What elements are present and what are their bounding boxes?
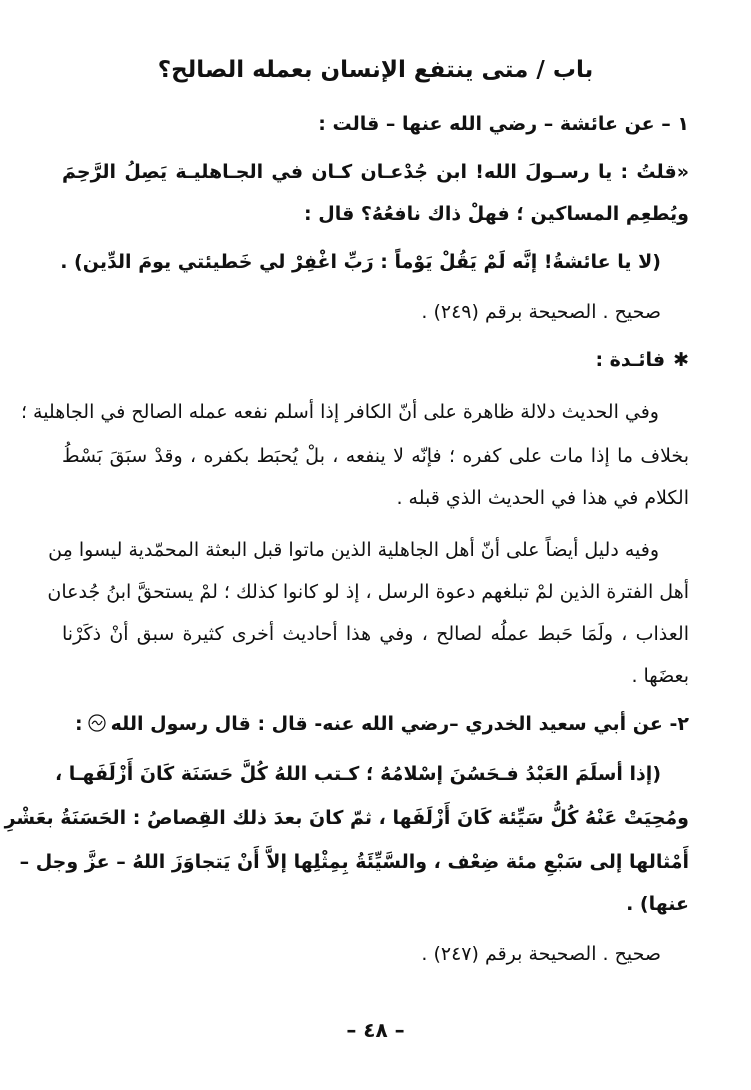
paragraph-2-line-4: بعضَها . [631, 665, 689, 687]
salawat-icon [87, 713, 107, 733]
hadith-2-line-3: أَمْثالها إلى سَبْعِ مئة ضِعْف ، والسَّيِّئَةُ بِمِثْلِها إلاَّ أَنْ يَتجاوَزَ اللهُ – عزَّ وجل – [19, 851, 689, 873]
hadith-1-line-3: (لا يا عائشةُ! إنَّه لَمْ يَقُلْ يَوْماً : رَبِّ اغْفِرْ لي خَطيئتي يومَ الدِّين) . [60, 251, 661, 273]
paragraph-1-line-2: بخلاف ما إذا مات على كفره ؛ فإنّه لا ينفعه ، بلْ يُحبَط بكفره ، وقدْ سبَقَ بَسْطُ [62, 445, 689, 467]
benefit-heading-row [62, 346, 689, 374]
hadith-2-line-1: (إذا أسلَمَ العَبْدُ فـحَسُنَ إسْلامُهُ ؛ كـتب اللهُ كُلَّ حَسَنَة كَانَ أَزْلَفَهـا ، [54, 763, 661, 785]
hadith-2-line-4: عنها) . [626, 893, 689, 915]
hadith-1-grade: صحيح . الصحيحة برقم (٢٤٩) . [421, 301, 661, 323]
page-number: – ٤٨ – [346, 1018, 405, 1042]
hadith-2-grade: صحيح . الصحيحة برقم (٢٤٧) . [421, 943, 661, 965]
hadith-2-heading-row [62, 710, 689, 738]
paragraph-2-line-3: العذاب ، ولَمَا حَبط عملُه لصالح ، وفي هذا أحاديث أخرى كثيرة سبق أنْ ذكَرْنا [62, 623, 689, 645]
hadith-1-heading: ١ – عن عائشة – رضي الله عنها – قالت : [318, 113, 689, 135]
paragraph-1-line-1: وفي الحديث دلالة ظاهرة على أنّ الكافر إذا أسلم نفعه عمله الصالح في الجاهلية ؛ [20, 401, 659, 423]
paragraph-1-line-3: الكلام في هذا في الحديث الذي قبله . [396, 487, 689, 509]
hadith-2-line-2: ومُحِيَتْ عَنْهُ كُلُّ سَيِّئة كَانَ أَزْلَفَها ، ثمّ كانَ بعدَ ذلك القِصاصُ : الحَسَنَةُ بعَشْرِ [4, 807, 689, 829]
chapter-title: باب / متى ينتفع الإنسان بعمله الصالح؟ [157, 57, 594, 83]
benefit-heading: فائـدة : [595, 349, 666, 371]
hadith-1-line-1: «قلتُ : يا رسـولَ الله! ابن جُدْعـان كـان في الجـاهليـة يَصِلُ الرَّحِمَ [62, 161, 689, 183]
paragraph-2-line-2: أهل الفترة الذين لمْ تبلغهم دعوة الرسل ، إذ لو كانوا كذلك ؛ لمْ يستحقَّ ابنُ جُدعان [47, 581, 689, 603]
hadith-2-heading-colon: : [75, 713, 83, 735]
paragraph-2-line-1: وفيه دليل أيضاً على أنّ أهل الجاهلية الذين ماتوا قبل البعثة المحمّدية ليسوا مِن [48, 539, 659, 561]
asterisk-icon: ✱ [673, 349, 689, 371]
hadith-2-heading: ٢- عن أبي سعيد الخدري –رضي الله عنه- قال : قال رسول الله [110, 713, 689, 735]
hadith-1-line-2: ويُطعِم المساكين ؛ فهلْ ذاك نافعُهُ؟ قال : [304, 203, 689, 225]
